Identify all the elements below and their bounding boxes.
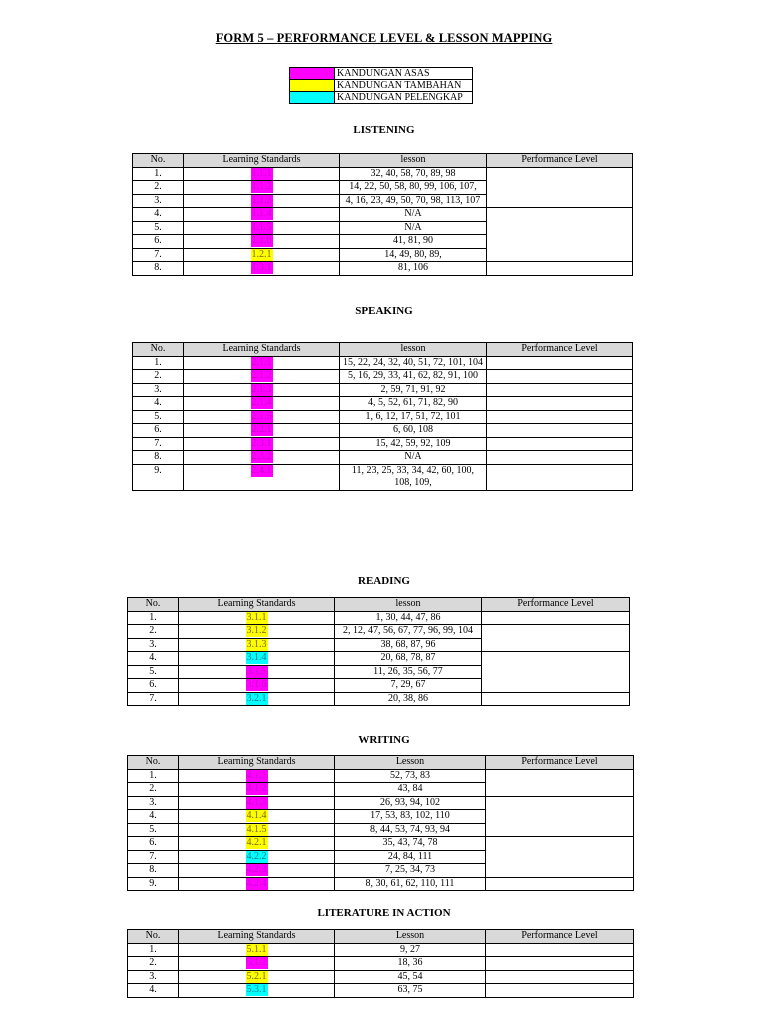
lesson-cell: 9, 27: [335, 943, 486, 957]
performance-level-cell: [487, 383, 633, 397]
legend-row-pelengkap: [290, 92, 473, 104]
learning-standard-cell: [179, 810, 335, 824]
learning-standard-cell: [179, 769, 335, 783]
lesson-cell: 35, 43, 74, 78: [335, 837, 486, 851]
row-number: 8.: [133, 451, 184, 465]
row-number: 3.: [133, 383, 184, 397]
row-number: 4.: [133, 208, 184, 222]
header-learning-standards: Learning Standards: [179, 930, 335, 944]
learning-standard-code: 4.2.4: [246, 877, 267, 889]
learning-standard-cell: [184, 248, 340, 262]
performance-level-cell: [482, 652, 630, 693]
learning-standard-cell: [179, 984, 335, 998]
lesson-cell: 2, 59, 71, 91, 92: [340, 383, 487, 397]
learning-standard-cell: [179, 796, 335, 810]
lesson-cell: 24, 84, 111: [335, 850, 486, 864]
table-row: [128, 970, 634, 984]
legend-row-asas: [290, 68, 473, 80]
performance-level-cell: [487, 424, 633, 438]
row-number: 6.: [128, 679, 179, 693]
lesson-cell: 20, 38, 86: [335, 692, 482, 706]
learning-standard-code: 4.2.3: [246, 864, 267, 875]
table-row: [128, 625, 630, 639]
learning-standard-cell: [179, 692, 335, 706]
learning-standard-code: 1.3.1: [251, 262, 272, 273]
lesson-cell: 8, 44, 53, 74, 93, 94: [335, 823, 486, 837]
legend-label-asas: KANDUNGAN ASAS: [335, 68, 473, 80]
listening-section-title: LISTENING: [353, 124, 415, 136]
learning-standard-code: 2.3.1: [251, 437, 272, 449]
learning-standard-cell: [179, 957, 335, 971]
table-row: [133, 464, 633, 490]
performance-level-cell: [486, 957, 634, 971]
row-number: 6.: [128, 837, 179, 851]
performance-level-cell: [487, 451, 633, 465]
lesson-cell: 5, 16, 29, 33, 41, 62, 82, 91, 100: [340, 370, 487, 384]
table-row: [133, 397, 633, 411]
learning-standard-cell: [179, 665, 335, 679]
header-performance-level: Performance Level: [486, 930, 634, 944]
performance-level-cell: [486, 837, 634, 878]
performance-level-cell: [482, 611, 630, 625]
lesson-cell: 41, 81, 90: [340, 235, 487, 249]
learning-standard-cell: [184, 208, 340, 222]
header-lesson: lesson: [335, 598, 482, 612]
legend-label-tambahan: KANDUNGAN TAMBAHAN: [335, 80, 473, 92]
header-lesson: lesson: [340, 343, 487, 357]
performance-level-cell: [486, 796, 634, 837]
reading-section-title: READING: [358, 575, 410, 587]
learning-standard-code: 2.3.2: [251, 451, 272, 462]
header-lesson: Lesson: [335, 756, 486, 770]
row-number: 4.: [133, 397, 184, 411]
learning-standard-cell: [184, 424, 340, 438]
header-no: No.: [133, 343, 184, 357]
performance-level-cell: [486, 970, 634, 984]
row-number: 1.: [128, 769, 179, 783]
learning-standard-code: 4.2.1: [246, 837, 267, 848]
learning-standard-code: 2.4.1: [251, 464, 272, 476]
table-header-row: [133, 154, 633, 168]
learning-standard-cell: [179, 638, 335, 652]
lesson-cell: 45, 54: [335, 970, 486, 984]
performance-level-cell: [482, 692, 630, 706]
learning-standard-cell: [184, 451, 340, 465]
row-number: 8.: [128, 864, 179, 878]
listening-table: [132, 153, 633, 276]
learning-standard-code: 5.2.1: [246, 970, 267, 982]
literature-in-action-section-title: LITERATURE IN ACTION: [317, 907, 451, 919]
learning-standard-cell: [184, 262, 340, 276]
row-number: 2.: [128, 625, 179, 639]
header-lesson: Lesson: [335, 930, 486, 944]
performance-level-cell: [487, 437, 633, 451]
table-row: [133, 383, 633, 397]
table-row: [128, 943, 634, 957]
learning-standard-code: 2.1.4: [251, 397, 272, 408]
speaking-section-title: SPEAKING: [355, 305, 413, 317]
performance-level-cell: [487, 410, 633, 424]
header-no: No.: [128, 756, 179, 770]
learning-standard-code: 4.1.4: [246, 810, 267, 821]
row-number: 2.: [128, 957, 179, 971]
learning-standard-code: 2.1.3: [251, 383, 272, 395]
header-lesson: lesson: [340, 154, 487, 168]
learning-standard-code: 1.1.1: [251, 167, 272, 179]
learning-standard-code: 3.2.1: [246, 692, 267, 704]
lesson-cell: 11, 26, 35, 56, 77: [335, 665, 482, 679]
lesson-cell: 38, 68, 87, 96: [335, 638, 482, 652]
legend-row-tambahan: [290, 80, 473, 92]
performance-level-cell: [487, 167, 633, 208]
header-learning-standards: Learning Standards: [184, 343, 340, 357]
row-number: 2.: [133, 370, 184, 384]
header-no: No.: [128, 930, 179, 944]
lesson-cell: 43, 84: [335, 783, 486, 797]
lesson-cell: 14, 49, 80, 89,: [340, 248, 487, 262]
learning-standard-code: 4.1.3: [246, 796, 267, 808]
performance-level-cell: [487, 208, 633, 262]
table-row: [133, 262, 633, 276]
learning-standard-cell: [184, 221, 340, 235]
learning-standard-cell: [184, 356, 340, 370]
table-row: [133, 451, 633, 465]
header-performance-level: Performance Level: [486, 756, 634, 770]
legend-label-pelengkap: KANDUNGAN PELENGKAP: [335, 92, 473, 104]
performance-level-cell: [486, 877, 634, 891]
table-row: [128, 957, 634, 971]
row-number: 3.: [128, 638, 179, 652]
learning-standard-cell: [179, 943, 335, 957]
row-number: 2.: [133, 181, 184, 195]
row-number: 3.: [128, 970, 179, 984]
row-number: 8.: [133, 262, 184, 276]
row-number: 6.: [133, 235, 184, 249]
row-number: 5.: [128, 823, 179, 837]
lesson-cell: N/A: [340, 221, 487, 235]
row-number: 4.: [128, 652, 179, 666]
color-legend: [289, 67, 473, 104]
table-row: [128, 877, 634, 891]
learning-standard-code: 2.1.5: [251, 410, 272, 422]
table-row: [128, 769, 634, 783]
reading-table: [127, 597, 630, 706]
table-row: [133, 424, 633, 438]
performance-level-cell: [487, 370, 633, 384]
row-number: 7.: [133, 248, 184, 262]
lesson-cell: 1, 30, 44, 47, 86: [335, 611, 482, 625]
learning-standard-cell: [184, 397, 340, 411]
lesson-cell: 52, 73, 83: [335, 769, 486, 783]
table-row: [133, 370, 633, 384]
learning-standard-code: 2.1.2: [251, 370, 272, 381]
lesson-cell: 81, 106: [340, 262, 487, 276]
table-row: [133, 410, 633, 424]
lesson-cell: 8, 30, 61, 62, 110, 111: [335, 877, 486, 891]
legend-swatch-asas: [290, 68, 335, 80]
row-number: 4.: [128, 810, 179, 824]
learning-standard-code: 2.1.1: [251, 356, 272, 368]
learning-standard-code: 5.1.1: [246, 943, 267, 955]
learning-standard-code: 4.1.5: [246, 823, 267, 835]
learning-standard-code: 3.1.6: [246, 679, 267, 690]
learning-standard-cell: [184, 437, 340, 451]
performance-level-cell: [487, 262, 633, 276]
table-header-row: [128, 756, 634, 770]
learning-standard-code: 1.2.1: [251, 248, 272, 260]
lesson-cell: 32, 40, 58, 70, 89, 98: [340, 167, 487, 181]
header-no: No.: [133, 154, 184, 168]
learning-standard-cell: [179, 611, 335, 625]
lesson-cell: 6, 60, 108: [340, 424, 487, 438]
performance-level-cell: [486, 769, 634, 796]
row-number: 7.: [128, 692, 179, 706]
legend-swatch-pelengkap: [290, 92, 335, 104]
learning-standard-code: 3.1.3: [246, 638, 267, 650]
row-number: 9.: [128, 877, 179, 891]
row-number: 1.: [128, 611, 179, 625]
lesson-cell: 20, 68, 78, 87: [335, 652, 482, 666]
row-number: 6.: [133, 424, 184, 438]
table-row: [128, 652, 630, 666]
lesson-cell: 1, 6, 12, 17, 51, 72, 101: [340, 410, 487, 424]
learning-standard-cell: [184, 370, 340, 384]
header-learning-standards: Learning Standards: [179, 598, 335, 612]
lesson-cell: 2, 12, 47, 56, 67, 77, 96, 99, 104: [335, 625, 482, 639]
performance-level-cell: [482, 625, 630, 652]
learning-standard-cell: [184, 181, 340, 195]
learning-standard-cell: [184, 235, 340, 249]
learning-standard-cell: [179, 823, 335, 837]
literature-in-action-table: [127, 929, 634, 998]
learning-standard-code: 4.1.2: [246, 783, 267, 794]
lesson-cell: 4, 5, 52, 61, 71, 82, 90: [340, 397, 487, 411]
lesson-cell: 17, 53, 83, 102, 110: [335, 810, 486, 824]
row-number: 1.: [133, 356, 184, 370]
row-number: 1.: [128, 943, 179, 957]
performance-level-cell: [487, 397, 633, 411]
lesson-cell: 11, 23, 25, 33, 34, 42, 60, 100, 108, 109,: [340, 464, 487, 490]
table-header-row: [133, 343, 633, 357]
lesson-cell: 4, 16, 23, 49, 50, 70, 98, 113, 107: [340, 194, 487, 208]
table-row: [128, 837, 634, 851]
lesson-cell: 14, 22, 50, 58, 80, 99, 106, 107,: [340, 181, 487, 195]
page-title: FORM 5 – PERFORMANCE LEVEL & LESSON MAPPING: [215, 31, 553, 45]
learning-standard-code: 1.1.3: [251, 194, 272, 206]
table-header-row: [128, 598, 630, 612]
lesson-cell: N/A: [340, 451, 487, 465]
learning-standard-cell: [179, 864, 335, 878]
learning-standard-cell: [179, 679, 335, 693]
table-row: [128, 796, 634, 810]
header-no: No.: [128, 598, 179, 612]
lesson-cell: 18, 36: [335, 957, 486, 971]
table-header-row: [128, 930, 634, 944]
header-learning-standards: Learning Standards: [184, 154, 340, 168]
table-row: [133, 167, 633, 181]
table-row: [128, 984, 634, 998]
performance-level-cell: [487, 356, 633, 370]
learning-standard-code: 3.1.2: [246, 625, 267, 636]
learning-standard-cell: [184, 383, 340, 397]
learning-standard-code: 1.1.6: [251, 235, 272, 246]
learning-standard-cell: [179, 652, 335, 666]
learning-standard-cell: [179, 783, 335, 797]
lesson-cell: 26, 93, 94, 102: [335, 796, 486, 810]
learning-standard-code: 3.1.1: [246, 611, 267, 623]
header-performance-level: Performance Level: [482, 598, 630, 612]
row-number: 3.: [133, 194, 184, 208]
row-number: 1.: [133, 167, 184, 181]
row-number: 5.: [133, 410, 184, 424]
learning-standard-code: 5.1.2: [246, 957, 267, 968]
header-performance-level: Performance Level: [487, 154, 633, 168]
lesson-cell: 7, 29, 67: [335, 679, 482, 693]
learning-standard-code: 1.1.2: [251, 181, 272, 192]
speaking-table: [132, 342, 633, 491]
learning-standard-cell: [184, 410, 340, 424]
learning-standard-cell: [179, 970, 335, 984]
table-row: [133, 356, 633, 370]
learning-standard-code: 2.2.1: [251, 424, 272, 435]
legend-swatch-tambahan: [290, 80, 335, 92]
learning-standard-code: 4.1.1: [246, 769, 267, 781]
lesson-cell: 7, 25, 34, 73: [335, 864, 486, 878]
row-number: 9.: [133, 464, 184, 490]
learning-standard-code: 1.1.5: [251, 221, 272, 233]
row-number: 5.: [133, 221, 184, 235]
learning-standard-cell: [184, 194, 340, 208]
header-performance-level: Performance Level: [487, 343, 633, 357]
performance-level-cell: [487, 464, 633, 490]
learning-standard-cell: [179, 850, 335, 864]
row-number: 5.: [128, 665, 179, 679]
row-number: 3.: [128, 796, 179, 810]
learning-standard-code: 3.1.4: [246, 652, 267, 663]
lesson-cell: 15, 42, 59, 92, 109: [340, 437, 487, 451]
lesson-cell: 15, 22, 24, 32, 40, 51, 72, 101, 104: [340, 356, 487, 370]
row-number: 7.: [128, 850, 179, 864]
header-learning-standards: Learning Standards: [179, 756, 335, 770]
writing-section-title: WRITING: [358, 734, 410, 746]
performance-level-cell: [486, 943, 634, 957]
table-row: [128, 692, 630, 706]
learning-standard-cell: [179, 625, 335, 639]
lesson-cell: 63, 75: [335, 984, 486, 998]
lesson-cell: N/A: [340, 208, 487, 222]
learning-standard-code: 3.1.5: [246, 665, 267, 677]
learning-standard-cell: [184, 167, 340, 181]
row-number: 2.: [128, 783, 179, 797]
writing-table: [127, 755, 634, 891]
learning-standard-cell: [184, 464, 340, 490]
row-number: 7.: [133, 437, 184, 451]
learning-standard-code: 5.3.1: [246, 984, 267, 995]
table-row: [133, 437, 633, 451]
learning-standard-cell: [179, 837, 335, 851]
learning-standard-code: 4.2.2: [246, 850, 267, 862]
learning-standard-cell: [179, 877, 335, 891]
table-row: [128, 611, 630, 625]
learning-standard-code: 1.1.4: [251, 208, 272, 219]
table-row: [133, 208, 633, 222]
row-number: 4.: [128, 984, 179, 998]
performance-level-cell: [486, 984, 634, 998]
